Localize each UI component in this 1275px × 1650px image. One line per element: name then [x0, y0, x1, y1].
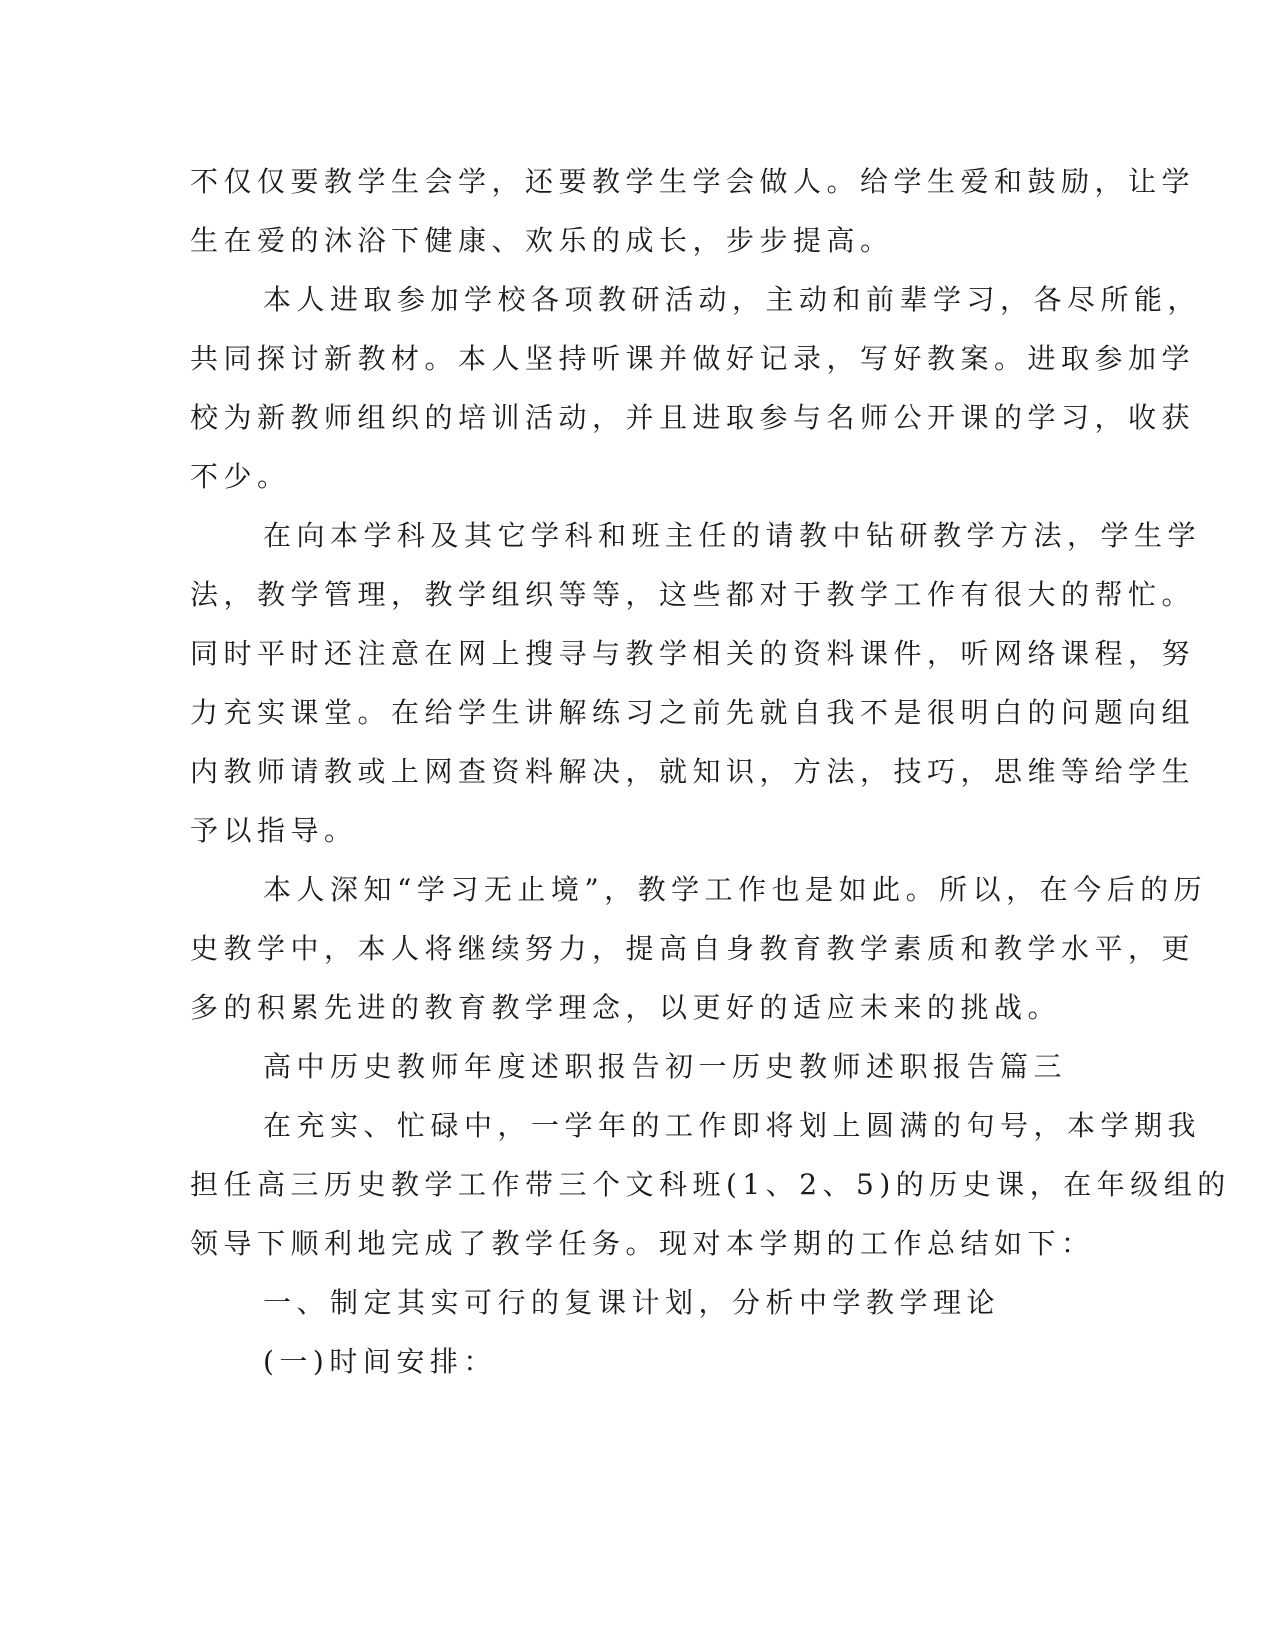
text-line: 同时平时还注意在网上搜寻与教学相关的资料课件，听网络课程，努 [190, 637, 1196, 670]
text-line: 史教学中，本人将继续努力，提高自身教育教学素质和教学水平，更 [190, 932, 1196, 965]
text-line: 不少。 [190, 460, 291, 493]
text-line: 共同探讨新教材。本人坚持听课并做好记录，写好教案。进取参加学 [190, 342, 1196, 375]
text-line: 领导下顺利地完成了教学任务。现对本学期的工作总结如下： [190, 1227, 1095, 1260]
text-line: 予以指导。 [190, 814, 358, 847]
subheading: (一)时间安排： [263, 1345, 497, 1378]
text-line: 内教师请教或上网查资料解决，就知识，方法，技巧，思维等给学生 [190, 755, 1196, 788]
paragraph-first-line: 本人进取参加学校各项教研活动，主动和前辈学习，各尽所能， [263, 283, 1202, 316]
text-line: 校为新教师组织的培训活动，并且进取参与名师公开课的学习，收获 [190, 401, 1196, 434]
text-line: 生在爱的沐浴下健康、欢乐的成长，步步提高。 [190, 224, 894, 257]
text-line: 担任高三历史教学工作带三个文科班(1、2、5)的历史课，在年级组的 [190, 1168, 1231, 1201]
paragraph-first-line: 在向本学科及其它学科和班主任的请教中钻研教学方法，学生学 [263, 519, 1202, 552]
text-line: 法，教学管理，教学组织等等，这些都对于教学工作有很大的帮忙。 [190, 578, 1196, 611]
paragraph-first-line: 本人深知“学习无止境”，教学工作也是如此。所以，在今后的历 [263, 873, 1208, 906]
subheading: 一、制定其实可行的复课计划，分析中学教学理论 [263, 1286, 1001, 1319]
paragraph-first-line: 在充实、忙碌中，一学年的工作即将划上圆满的句号，本学期我 [263, 1109, 1202, 1142]
section-heading: 高中历史教师年度述职报告初一历史教师述职报告篇三 [263, 1050, 1068, 1083]
text-line: 多的积累先进的教育教学理念，以更好的适应未来的挑战。 [190, 991, 1062, 1024]
text-line: 力充实课堂。在给学生讲解练习之前先就自我不是很明白的问题向组 [190, 696, 1196, 729]
text-line: 不仅仅要教学生会学，还要教学生学会做人。给学生爱和鼓励，让学 [190, 165, 1196, 198]
